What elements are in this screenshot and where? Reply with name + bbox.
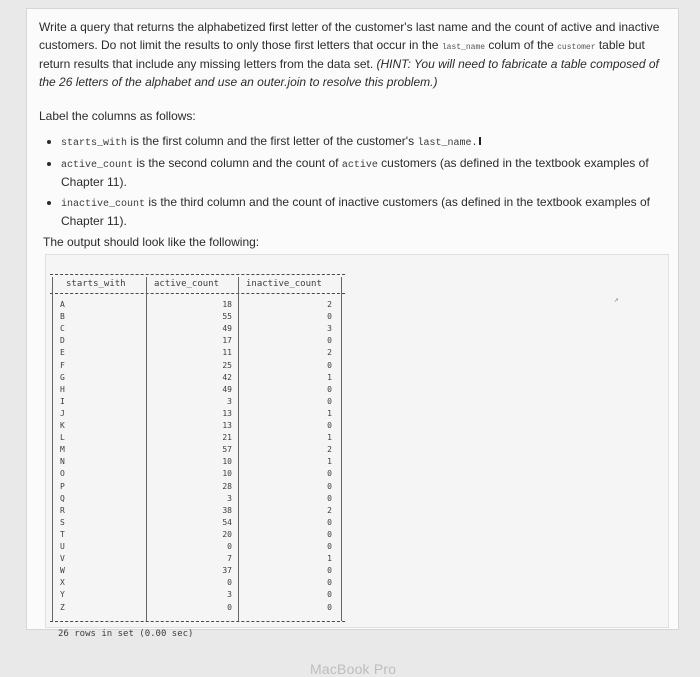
cell-active-count: 13 (222, 421, 232, 430)
cell-starts-with: Q (60, 493, 65, 503)
cell-inactive-count: 0 (327, 602, 332, 612)
prompt-text-2: colum of the (485, 37, 558, 52)
cell-starts-with: V (60, 554, 65, 564)
cell-starts-with: C (60, 324, 65, 334)
cell-active-count: 3 (227, 396, 232, 406)
bullet-code: inactive_count (61, 198, 146, 210)
cell-starts-with: Z (60, 602, 65, 612)
cell-inactive-count: 0 (327, 590, 332, 600)
cell-active-count: 57 (222, 445, 232, 455)
bullet-inactive-count (61, 194, 673, 231)
cell-active-count: 10 (222, 457, 232, 467)
cell-inactive-count: 0 (327, 312, 332, 322)
cell-active-count: 20 (222, 529, 232, 539)
cell-active-count: 11 (222, 348, 232, 358)
cell-starts-with: E (60, 348, 65, 358)
cell-active-count: 3 (227, 493, 232, 503)
cell-active-count: 10 (222, 469, 232, 479)
prompt-code-customer: customer (557, 42, 596, 52)
cell-starts-with: D (60, 336, 65, 346)
cell-active-count: 37 (222, 566, 232, 576)
cell-starts-with: U (60, 542, 65, 551)
cell-active-count: 54 (222, 517, 232, 527)
question-card (26, 8, 679, 639)
bullet-code: active_count (61, 159, 134, 171)
table-border-bottom (50, 621, 345, 622)
bullet-active-count (61, 155, 673, 192)
cell-starts-with: O (60, 469, 65, 479)
prompt-hint: (HINT: You will need to fabricate a table composed of the 26 letters of the alphabet and use an outer.join to resolve this problem.) (39, 57, 659, 89)
header-inactive-count: inactive_count (246, 279, 322, 289)
cell-active-count: 3 (227, 590, 232, 600)
column-definitions-list (43, 133, 673, 233)
cell-starts-with: N (60, 457, 65, 467)
sql-output-terminal (45, 254, 669, 639)
question-prompt (39, 19, 667, 91)
bullet-code-2: last_name. (417, 138, 478, 149)
bullet-starts-with (61, 133, 673, 153)
cell-active-count: 18 (222, 300, 232, 309)
cell-starts-with: Y (60, 590, 65, 600)
column-divider (341, 277, 342, 621)
label-instructions: Label the columns as follows: (39, 109, 196, 123)
column-divider (52, 277, 53, 621)
cell-active-count: 28 (222, 481, 232, 491)
cell-active-count: 25 (222, 360, 232, 370)
column-divider (238, 277, 239, 621)
column-divider (146, 277, 147, 621)
cell-starts-with: M (60, 445, 65, 455)
cell-inactive-count: 0 (327, 542, 332, 551)
mouse-cursor-icon: ↗ (614, 295, 619, 304)
cell-inactive-count: 0 (327, 578, 332, 588)
cell-starts-with: W (60, 566, 65, 576)
cell-active-count: 0 (227, 542, 232, 551)
cell-active-count: 49 (222, 324, 232, 334)
cell-inactive-count: 0 (327, 529, 332, 539)
cell-starts-with: B (60, 312, 65, 322)
cell-starts-with: F (60, 360, 65, 370)
cell-inactive-count: 1 (327, 408, 332, 418)
cell-active-count: 55 (222, 312, 232, 322)
prompt-text-3: table but return results that include any missing letters from the data set. (39, 37, 645, 71)
cell-starts-with: I (60, 396, 65, 406)
output-intro: The output should look like the following: (43, 235, 260, 249)
bullet-text: is the third column and the count of inactive customers (as defined in the textbook examples of Chapter 11). (61, 194, 650, 228)
cell-starts-with: T (60, 529, 65, 539)
cell-inactive-count: 0 (327, 493, 332, 503)
macbook-brand-label: MacBook Pro (310, 661, 397, 677)
bullet-code-2: active (341, 159, 378, 171)
cell-inactive-count: 0 (327, 566, 332, 576)
cell-active-count: 17 (222, 336, 232, 346)
rows-in-set-summary: 26 rows in set (0.00 sec) (58, 629, 194, 639)
cell-starts-with: L (60, 433, 65, 443)
cell-inactive-count: 0 (327, 421, 332, 430)
cell-inactive-count: 1 (327, 457, 332, 467)
bullet-text-2: customers (as defined in the textbook examples of Chapter 11). (61, 155, 649, 189)
text-cursor-icon (479, 137, 487, 145)
cell-inactive-count: 0 (327, 336, 332, 346)
cell-inactive-count: 1 (327, 554, 332, 564)
cell-active-count: 7 (227, 554, 232, 564)
cell-starts-with: X (60, 578, 65, 588)
cell-starts-with: R (60, 505, 65, 515)
cell-active-count: 49 (222, 384, 232, 394)
cell-starts-with: A (60, 300, 65, 309)
cell-active-count: 21 (222, 433, 232, 443)
cell-starts-with: P (60, 481, 65, 491)
cell-inactive-count: 0 (327, 517, 332, 527)
laptop-bezel (0, 627, 700, 677)
cell-inactive-count: 2 (327, 300, 332, 309)
table-border-header (50, 293, 345, 294)
bullet-text: is the first column and the first letter of the customer's (127, 134, 418, 148)
cell-active-count: 0 (227, 602, 232, 612)
cell-starts-with: S (60, 517, 65, 527)
cell-starts-with: K (60, 421, 65, 430)
cell-inactive-count: 2 (327, 445, 332, 455)
cell-inactive-count: 0 (327, 481, 332, 491)
cell-inactive-count: 0 (327, 469, 332, 479)
cell-starts-with: G (60, 372, 65, 382)
cell-inactive-count: 1 (327, 372, 332, 382)
cell-starts-with: H (60, 384, 65, 394)
cell-active-count: 0 (227, 578, 232, 588)
prompt-text-1: Write a query that returns the alphabetized first letter of the customer's last name and the count of active and inactive customers. Do not limit the results to only those first letters that occur in the (39, 20, 660, 52)
header-starts-with: starts_with (66, 279, 126, 289)
cell-inactive-count: 0 (327, 360, 332, 370)
bullet-code: starts_with (61, 138, 128, 149)
cell-active-count: 38 (222, 505, 232, 515)
cell-starts-with: J (60, 408, 65, 418)
cell-inactive-count: 0 (327, 384, 332, 394)
cell-active-count: 13 (222, 408, 232, 418)
cell-inactive-count: 3 (327, 324, 332, 334)
cell-inactive-count: 2 (327, 348, 332, 358)
prompt-code-last-name: last_name (441, 42, 486, 52)
cell-active-count: 42 (222, 372, 232, 382)
cell-inactive-count: 1 (327, 433, 332, 443)
cell-inactive-count: 2 (327, 505, 332, 515)
header-active-count: active_count (154, 279, 220, 289)
bullet-text: is the second column and the count of (133, 155, 342, 170)
cell-inactive-count: 0 (327, 396, 332, 406)
table-border-top (50, 274, 345, 275)
